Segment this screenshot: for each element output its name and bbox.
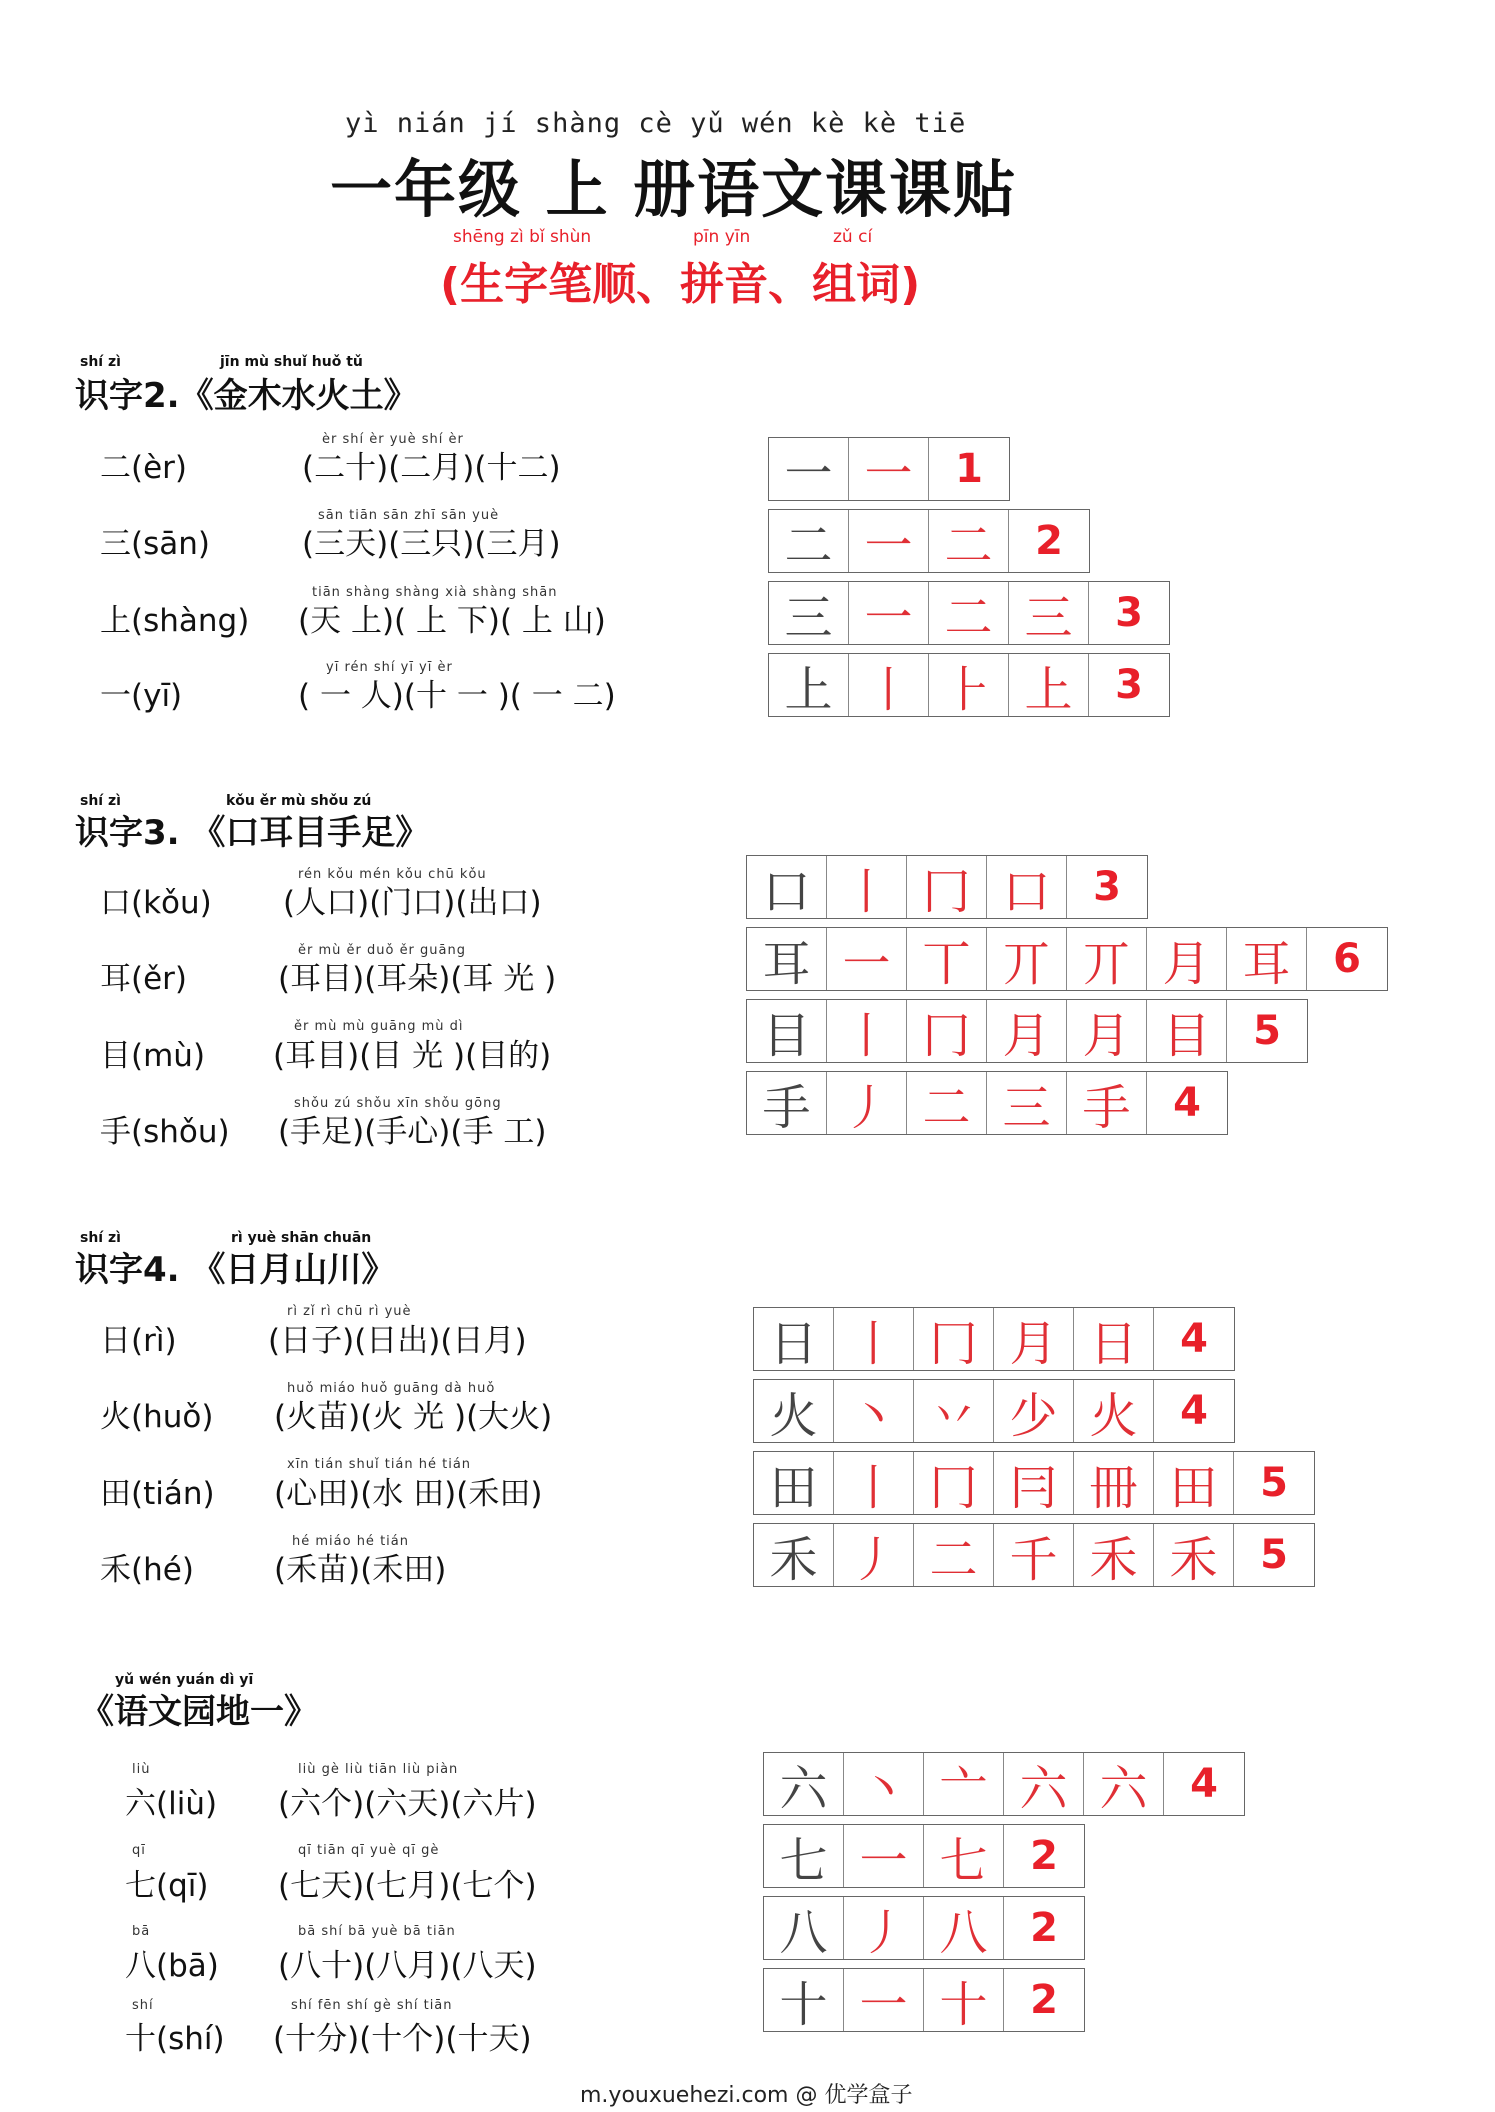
section-4-title: 《语文园地一》 bbox=[80, 1692, 318, 1732]
subtitle-pinyin-1: shēng zì bǐ shùn bbox=[453, 227, 592, 247]
stroke-step-cell: 冊 bbox=[1074, 1452, 1154, 1514]
stroke-step-cell: 手 bbox=[1067, 1072, 1147, 1134]
stroke-step-cell: 三 bbox=[987, 1072, 1067, 1134]
stroke-step-cell: 丨 bbox=[827, 1000, 907, 1062]
char-reading: 七(qī) bbox=[125, 1868, 209, 1904]
stroke-char-cell: 一 bbox=[769, 438, 849, 500]
stroke-count: 4 bbox=[1180, 1388, 1208, 1434]
stroke-char-cell: 日 bbox=[754, 1308, 834, 1370]
stroke-step-cell: 丿 bbox=[834, 1524, 914, 1586]
word-list: (禾苗)(禾田) bbox=[274, 1552, 447, 1588]
stroke-step-cell: ⺊ bbox=[929, 654, 1009, 716]
word-list: (手足)(手心)(手 工) bbox=[278, 1114, 547, 1150]
char-reading: 二(èr) bbox=[100, 450, 188, 486]
stroke-step-cell: 冃 bbox=[994, 1452, 1074, 1514]
word-list: (三天)(三只)(三月) bbox=[302, 526, 561, 562]
stroke-step-cell: 丿 bbox=[844, 1897, 924, 1959]
stroke-step-cell: 三 bbox=[1009, 582, 1089, 644]
stroke-grid bbox=[763, 1752, 1245, 2032]
char-reading: 口(kǒu) bbox=[100, 885, 212, 921]
word-pinyin: huǒ miáo huǒ guāng dà huǒ bbox=[287, 1381, 496, 1396]
stroke-step-cell: 一 bbox=[844, 1825, 924, 1887]
stroke-char-cell: 目 bbox=[747, 1000, 827, 1062]
stroke-count: 3 bbox=[1115, 662, 1143, 708]
stroke-step-cell: 丶 bbox=[844, 1753, 924, 1815]
word-list: (心田)(水 田)(禾田) bbox=[274, 1476, 543, 1512]
stroke-step-cell: 一 bbox=[849, 438, 929, 500]
stroke-row bbox=[753, 1379, 1235, 1443]
word-pinyin: tiān shàng shàng xià shàng shān bbox=[312, 585, 558, 600]
stroke-step-cell: 丨 bbox=[827, 856, 907, 918]
stroke-char-cell: 十 bbox=[764, 1969, 844, 2031]
section-4-pinyin: yǔ wén yuán dì yī bbox=[115, 1672, 254, 1688]
stroke-step-cell: 口 bbox=[987, 856, 1067, 918]
stroke-step-cell: 千 bbox=[994, 1524, 1074, 1586]
stroke-row bbox=[746, 855, 1148, 919]
char-reading: 上(shàng) bbox=[100, 603, 250, 639]
stroke-step-cell: 丌 bbox=[1067, 928, 1147, 990]
stroke-char-cell: 口 bbox=[747, 856, 827, 918]
stroke-row bbox=[746, 999, 1308, 1063]
section-1-pinyin-right: jīn mù shuǐ huǒ tǔ bbox=[220, 354, 363, 370]
word-list: (十分)(十个)(十天) bbox=[273, 2021, 532, 2057]
stroke-step-cell: 丌 bbox=[987, 928, 1067, 990]
stroke-row bbox=[768, 653, 1170, 717]
stroke-step-cell: 丨 bbox=[834, 1452, 914, 1514]
stroke-step-cell: 二 bbox=[929, 582, 1009, 644]
char-reading: 田(tián) bbox=[100, 1476, 215, 1512]
stroke-step-cell: 冂 bbox=[907, 856, 987, 918]
word-list: ( 一 人)(十 一 )( 一 二) bbox=[298, 678, 616, 714]
stroke-row bbox=[768, 437, 1010, 501]
word-pinyin: èr shí èr yuè shí èr bbox=[322, 432, 464, 447]
char-reading: 八(bā) bbox=[125, 1948, 219, 1984]
char-pinyin: qī bbox=[132, 1843, 146, 1858]
stroke-step-cell: 一 bbox=[827, 928, 907, 990]
stroke-step-cell: 月 bbox=[994, 1308, 1074, 1370]
stroke-count: 2 bbox=[1030, 1905, 1058, 1951]
stroke-count: 6 bbox=[1333, 936, 1361, 982]
char-pinyin: liù bbox=[132, 1762, 151, 1777]
title-pinyin: yì nián jí shàng cè yǔ wén kè kè tiē bbox=[345, 108, 967, 139]
word-list: (天 上)( 上 下)( 上 山) bbox=[298, 603, 606, 639]
stroke-step-cell: 丅 bbox=[907, 928, 987, 990]
stroke-count: 5 bbox=[1260, 1532, 1288, 1578]
section-3-pinyin-right: rì yuè shān chuān bbox=[231, 1230, 372, 1246]
stroke-step-cell: 耳 bbox=[1227, 928, 1307, 990]
stroke-char-cell: 三 bbox=[769, 582, 849, 644]
stroke-step-cell: 丷 bbox=[914, 1380, 994, 1442]
stroke-step-cell: 六 bbox=[1004, 1753, 1084, 1815]
stroke-step-cell: 上 bbox=[1009, 654, 1089, 716]
stroke-char-cell: 火 bbox=[754, 1380, 834, 1442]
word-list: (耳目)(耳朵)(耳 光 ) bbox=[278, 961, 557, 997]
word-pinyin: ěr mù mù guāng mù dì bbox=[294, 1019, 464, 1034]
stroke-step-cell: 丨 bbox=[834, 1308, 914, 1370]
stroke-count: 5 bbox=[1253, 1008, 1281, 1054]
stroke-grid bbox=[768, 437, 1170, 717]
stroke-count: 4 bbox=[1190, 1761, 1218, 1807]
section-2-pinyin-right: kǒu ěr mù shǒu zú bbox=[226, 793, 372, 809]
stroke-grid bbox=[746, 855, 1388, 1135]
word-pinyin: qī tiān qī yuè qī gè bbox=[298, 1843, 440, 1858]
word-pinyin: sān tiān sān zhī sān yuè bbox=[318, 508, 500, 523]
char-reading: 目(mù) bbox=[100, 1038, 206, 1074]
stroke-count: 4 bbox=[1180, 1316, 1208, 1362]
stroke-char-cell: 七 bbox=[764, 1825, 844, 1887]
stroke-step-cell: 日 bbox=[1074, 1308, 1154, 1370]
section-2-pinyin-left: shí zì bbox=[80, 793, 121, 809]
footer-credit: m.youxuehezi.com @ 优学盒子 bbox=[580, 2083, 913, 2108]
section-3-title: 识字4. 《日月山川》 bbox=[75, 1250, 396, 1290]
word-list: (二十)(二月)(十二) bbox=[302, 450, 561, 486]
page-subtitle: (生字笔顺、拼音、组词) bbox=[440, 259, 921, 310]
stroke-step-cell: 二 bbox=[907, 1072, 987, 1134]
word-pinyin: liù gè liù tiān liù piàn bbox=[298, 1762, 459, 1777]
word-pinyin: yī rén shí yī yī èr bbox=[326, 660, 453, 675]
stroke-char-cell: 八 bbox=[764, 1897, 844, 1959]
stroke-row bbox=[753, 1451, 1315, 1515]
stroke-char-cell: 田 bbox=[754, 1452, 834, 1514]
stroke-row bbox=[753, 1523, 1315, 1587]
word-pinyin: bā shí bā yuè bā tiān bbox=[298, 1924, 456, 1939]
char-reading: 日(rì) bbox=[100, 1323, 177, 1359]
page-title: 一年级 上 册语文课课贴 bbox=[330, 153, 1018, 226]
word-pinyin: ěr mù ěr duǒ ěr guāng bbox=[298, 943, 466, 958]
word-list: (日子)(日出)(日月) bbox=[268, 1323, 527, 1359]
stroke-count: 2 bbox=[1035, 518, 1063, 564]
stroke-step-cell: 丨 bbox=[849, 654, 929, 716]
word-pinyin: shí fēn shí gè shí tiān bbox=[291, 1998, 453, 2013]
stroke-count: 3 bbox=[1115, 590, 1143, 636]
section-2-title: 识字3. 《口耳目手足》 bbox=[75, 813, 430, 853]
stroke-char-cell: 二 bbox=[769, 510, 849, 572]
stroke-step-cell: 六 bbox=[1084, 1753, 1164, 1815]
stroke-step-cell: 二 bbox=[914, 1524, 994, 1586]
stroke-char-cell: 六 bbox=[764, 1753, 844, 1815]
stroke-count: 1 bbox=[955, 446, 983, 492]
word-pinyin: hé miáo hé tián bbox=[292, 1534, 409, 1549]
stroke-row bbox=[746, 927, 1388, 991]
stroke-row bbox=[763, 1968, 1085, 2032]
stroke-step-cell: 少 bbox=[994, 1380, 1074, 1442]
stroke-row bbox=[753, 1307, 1235, 1371]
stroke-step-cell: 一 bbox=[849, 510, 929, 572]
stroke-char-cell: 耳 bbox=[747, 928, 827, 990]
stroke-step-cell: 一 bbox=[849, 582, 929, 644]
stroke-step-cell: 八 bbox=[924, 1897, 1004, 1959]
stroke-step-cell: 二 bbox=[929, 510, 1009, 572]
section-1-pinyin-left: shí zì bbox=[80, 354, 121, 370]
char-reading: 三(sān) bbox=[100, 526, 210, 562]
stroke-row bbox=[763, 1752, 1245, 1816]
char-reading: 耳(ěr) bbox=[100, 961, 188, 997]
stroke-row bbox=[763, 1824, 1085, 1888]
word-list: (八十)(八月)(八天) bbox=[278, 1948, 537, 1984]
stroke-step-cell: 月 bbox=[1067, 1000, 1147, 1062]
stroke-count: 2 bbox=[1030, 1977, 1058, 2023]
stroke-count: 3 bbox=[1093, 864, 1121, 910]
stroke-char-cell: 手 bbox=[747, 1072, 827, 1134]
char-pinyin: bā bbox=[132, 1924, 151, 1939]
stroke-step-cell: 丿 bbox=[827, 1072, 907, 1134]
subtitle-pinyin-3: zǔ cí bbox=[833, 227, 873, 247]
word-pinyin: rì zǐ rì chū rì yuè bbox=[287, 1304, 412, 1319]
char-reading: 一(yī) bbox=[100, 678, 183, 714]
stroke-step-cell: 亠 bbox=[924, 1753, 1004, 1815]
stroke-step-cell: 冂 bbox=[914, 1452, 994, 1514]
stroke-step-cell: 七 bbox=[924, 1825, 1004, 1887]
word-pinyin: rén kǒu mén kǒu chū kǒu bbox=[298, 867, 487, 882]
word-pinyin: shǒu zú shǒu xīn shǒu gōng bbox=[294, 1096, 502, 1111]
char-reading: 手(shǒu) bbox=[100, 1114, 230, 1150]
stroke-step-cell: 目 bbox=[1147, 1000, 1227, 1062]
stroke-count: 2 bbox=[1030, 1833, 1058, 1879]
stroke-char-cell: 上 bbox=[769, 654, 849, 716]
subtitle-pinyin-2: pīn yīn bbox=[693, 227, 751, 247]
stroke-step-cell: 冂 bbox=[914, 1308, 994, 1370]
stroke-step-cell: 月 bbox=[1147, 928, 1227, 990]
stroke-step-cell: 月 bbox=[987, 1000, 1067, 1062]
section-1-title: 识字2.《金木水火土》 bbox=[75, 376, 418, 416]
stroke-char-cell: 禾 bbox=[754, 1524, 834, 1586]
word-list: (七天)(七月)(七个) bbox=[278, 1868, 537, 1904]
char-reading: 六(liù) bbox=[125, 1786, 218, 1822]
word-list: (火苗)(火 光 )(大火) bbox=[274, 1399, 553, 1435]
stroke-step-cell: 禾 bbox=[1074, 1524, 1154, 1586]
char-reading: 禾(hé) bbox=[100, 1552, 194, 1588]
stroke-row bbox=[763, 1896, 1085, 1960]
word-list: (人口)(门口)(出口) bbox=[283, 885, 542, 921]
stroke-step-cell: 田 bbox=[1154, 1452, 1234, 1514]
word-list: (耳目)(目 光 )(目的) bbox=[273, 1038, 552, 1074]
stroke-step-cell: 禾 bbox=[1154, 1524, 1234, 1586]
char-reading: 火(huǒ) bbox=[100, 1399, 214, 1435]
section-3-pinyin-left: shí zì bbox=[80, 1230, 121, 1246]
stroke-row bbox=[768, 509, 1090, 573]
stroke-step-cell: 冂 bbox=[907, 1000, 987, 1062]
stroke-step-cell: 火 bbox=[1074, 1380, 1154, 1442]
stroke-step-cell: 丶 bbox=[834, 1380, 914, 1442]
stroke-grid bbox=[753, 1307, 1315, 1587]
word-pinyin: xīn tián shuǐ tián hé tián bbox=[287, 1457, 472, 1472]
char-reading: 十(shí) bbox=[125, 2021, 225, 2057]
stroke-count: 4 bbox=[1173, 1080, 1201, 1126]
stroke-step-cell: 一 bbox=[844, 1969, 924, 2031]
stroke-row bbox=[768, 581, 1170, 645]
stroke-row bbox=[746, 1071, 1228, 1135]
stroke-count: 5 bbox=[1260, 1460, 1288, 1506]
stroke-step-cell: 十 bbox=[924, 1969, 1004, 2031]
char-pinyin: shí bbox=[132, 1998, 154, 2013]
word-list: (六个)(六天)(六片) bbox=[278, 1786, 537, 1822]
